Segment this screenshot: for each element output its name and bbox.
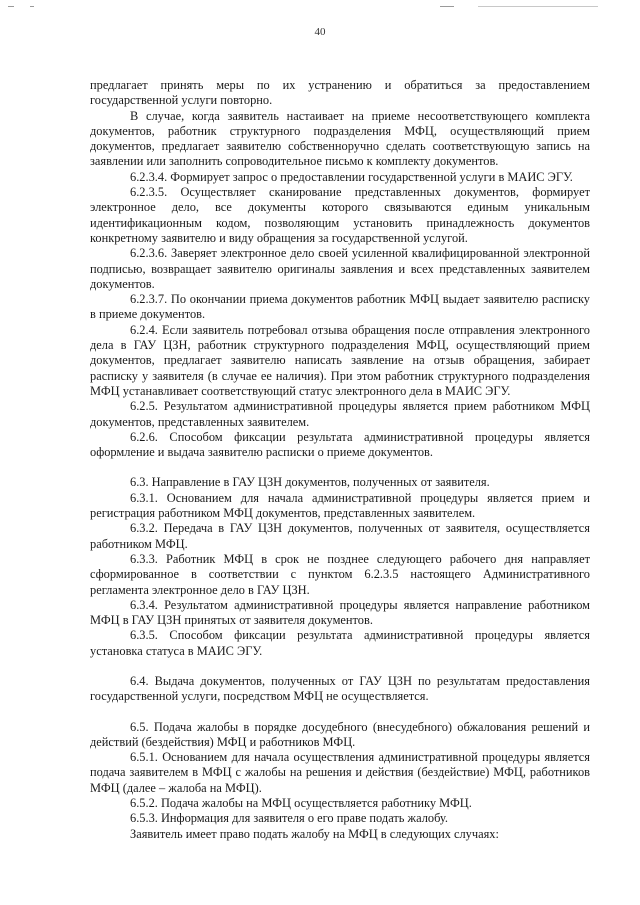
paragraph: 6.3.5. Способом фиксации результата административной процедуры является установка статуса в МАИС ЭГУ.: [90, 628, 590, 658]
paragraph: 6.2.5. Результатом административной процедуры является прием работником МФЦ документов, представленных заявителем.: [90, 399, 590, 429]
paragraph: Заявитель имеет право подать жалобу на МФЦ в следующих случаях:: [130, 826, 499, 841]
paragraph: 6.3.4. Результатом административной процедуры является направление работником МФЦ в ГАУ ЦЗН принятых от заявителя документов.: [90, 597, 590, 628]
paragraph: 6.5.2. Подача жалобы на МФЦ осуществляется работнику МФЦ.: [130, 796, 472, 811]
paragraph: 6.5. Подача жалобы в порядке досудебного (внесудебного) обжалования решений и действий (бездействия) МФЦ и работников МФЦ.: [90, 719, 590, 749]
paragraph: В случае, когда заявитель настаивает на приеме несоответствующего комплекта документов, работник структурного подразделения МФЦ, осуществляющий прием документов, предлагает заявителю собственноручно сделать соответствующую запись на заявлении или заполнить сопроводительное письмо к комплекту документов.: [90, 108, 590, 169]
paragraph: 6.5.3. Информация для заявителя о его праве подать жалобу.: [130, 811, 448, 826]
paragraph: 6.2.3.5. Осуществляет сканирование представленных документов, формирует электронное дело, все документы которого связываются единым уникальным идентификационным кодом, позволяющим установить принадлежность документов конкретному заявителю и виду обращения за государственной услугой.: [90, 185, 590, 245]
scan-edge-marks: [0, 6, 640, 12]
paragraph: 6.3.3. Работник МФЦ в срок не позднее следующего рабочего дня направляет сформированное в соответствии с пунктом 6.2.3.5 настоящего Административного регламента электронное дело в ГАУ ЦЗН.: [90, 551, 590, 597]
paragraph: 6.2.3.7. По окончании приема документов работник МФЦ выдает заявителю расписку в приеме документов.: [90, 292, 590, 322]
page-number: 40: [314, 26, 326, 38]
paragraph: 6.2.6. Способом фиксации результата административной процедуры является оформление и выдача заявителю расписки о приеме документов.: [90, 429, 590, 460]
paragraph: 6.3.1. Основанием для начала административной процедуры является прием и регистрация работником МФЦ документов, представленных заявителем.: [90, 490, 590, 521]
paragraph: 6.2.3.6. Заверяет электронное дело своей усиленной квалифицированной электронной подписью, возвращает заявителю оригиналы заявления и всех представленных заявителем документов.: [90, 246, 590, 291]
paragraph: 6.2.3.4. Формирует запрос о предоставлении государственной услуги в МАИС ЭГУ.: [130, 169, 573, 184]
document-body: [90, 78, 590, 842]
paragraph: 6.3. Направление в ГАУ ЦЗН документов, полученных от заявителя.: [130, 475, 490, 490]
paragraph: 6.3.2. Передача в ГАУ ЦЗН документов, полученных от заявителя, осуществляется работником МФЦ.: [90, 521, 590, 551]
paragraph: предлагает принять меры по их устранению и обратиться за предоставлением государственной услуги повторно.: [90, 78, 590, 108]
paragraph: 6.5.1. Основанием для начала осуществления административной процедуры является подача заявителем в МФЦ с жалобы на решения и действия (бездействие) МФЦ, работников МФЦ (далее – жалоба на МФЦ).: [90, 750, 590, 795]
paragraph: 6.4. Выдача документов, полученных от ГАУ ЦЗН по результатам предоставления государственной услуги, посредством МФЦ не осуществляется.: [90, 673, 590, 704]
paragraph: 6.2.4. Если заявитель потребовал отзыва обращения после отправления электронного дела в ГАУ ЦЗН, работник структурного подразделения МФЦ, осуществляющий прием документов, предлагает заявителю написать заявление на отзыв обращения, забирает расписку у заявителя (в случае ее наличия). При этом работник структурного подразделения МФЦ устанавливает соответствующий статус электронного дела в МАИС ЭГУ.: [90, 322, 590, 398]
